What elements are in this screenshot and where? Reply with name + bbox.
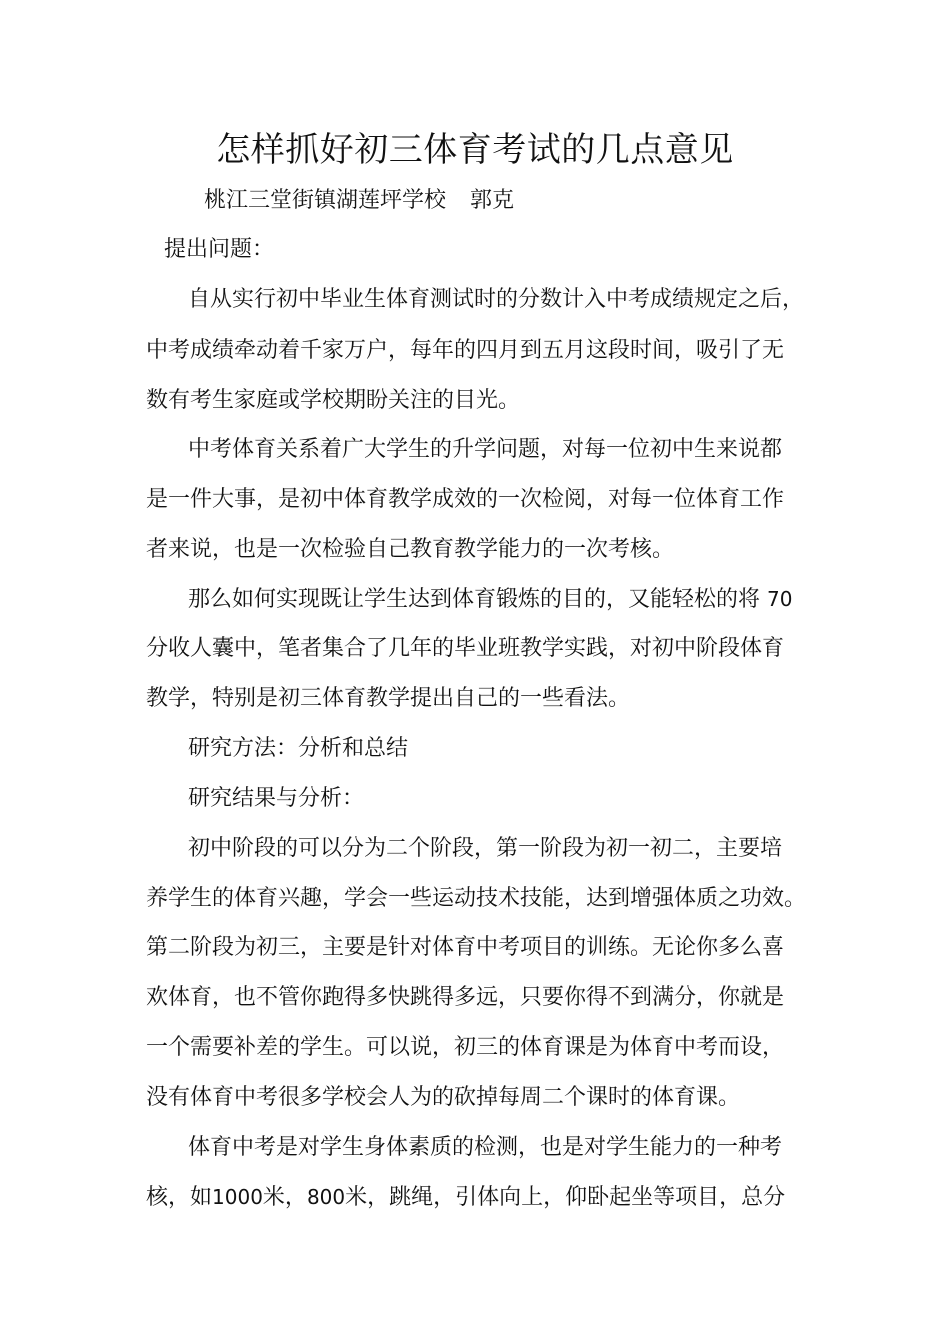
number-run: 1000 [212, 1185, 263, 1209]
paragraph-line: 第二阶段为初三，主要是针对体育中考项目的训练。无论你多么喜 [146, 935, 785, 960]
paragraph-line: 是一件大事，是初中体育教学成效的一次检阅，对每一位体育工作 [146, 487, 785, 512]
paragraph-line [146, 1179, 785, 1216]
author-school: 桃江三堂街镇湖莲坪学校 [204, 188, 447, 213]
text-run: 核，如 [146, 1185, 213, 1210]
number-run: 800 [306, 1185, 346, 1209]
paragraph-line: 分收人囊中，笔者集合了几年的毕业班教学实践，对初中阶段体育 [146, 636, 785, 661]
paragraph-line: 初中阶段的可以分为二个阶段，第一阶段为初一初二，主要培 [188, 836, 783, 861]
paragraph-line: 没有体育中考很多学校会人为的砍掉每周二个课时的体育课。 [146, 1085, 741, 1110]
author-name: 郭克 [470, 188, 515, 213]
paragraph-line: 中考体育关系着广大学生的升学问题，对每一位初中生来说都 [188, 437, 783, 462]
paragraph-line: 数有考生家庭或学校期盼关注的目光。 [146, 388, 521, 413]
paragraph-line: 欢体育，也不管你跑得多快跳得多远，只要你得不到满分，你就是 [146, 985, 785, 1010]
text-run: 米， [262, 1185, 307, 1210]
paragraph-line [188, 581, 792, 618]
paragraph-line: 教学，特别是初三体育教学提出自己的一些看法。 [146, 686, 631, 711]
text-run: 那么如何实现既让学生达到体育锻炼的目的，又能轻松的将 [188, 587, 761, 612]
paragraph-line: 养学生的体育兴趣，学会一些运动技术技能，达到增强体质之功效。 [146, 886, 807, 911]
section-heading-method: 研究方法：分析和总结 [188, 736, 409, 761]
section-heading-question: 提出问题： [164, 237, 275, 262]
section-heading-results: 研究结果与分析： [188, 786, 365, 811]
author-line [204, 183, 514, 219]
paragraph-line: 中考成绩牵动着千家万户，每年的四月到五月这段时间，吸引了无 [146, 338, 785, 363]
paragraph-line: 自从实行初中毕业生体育测试时的分数计入中考成绩规定之后， [188, 287, 805, 312]
document-title: 怎样抓好初三体育考试的几点意见 [216, 130, 734, 170]
paragraph-line: 一个需要补差的学生。可以说，初三的体育课是为体育中考而设， [146, 1035, 785, 1060]
paragraph-line: 者来说，也是一次检验自己教育教学能力的一次考核。 [146, 537, 675, 562]
paragraph-line: 体育中考是对学生身体素质的检测，也是对学生能力的一种考 [188, 1135, 783, 1160]
number-run: 70 [767, 587, 793, 611]
text-run: 米，跳绳，引体向上，仰卧起坐等项目，总分 [345, 1185, 786, 1210]
